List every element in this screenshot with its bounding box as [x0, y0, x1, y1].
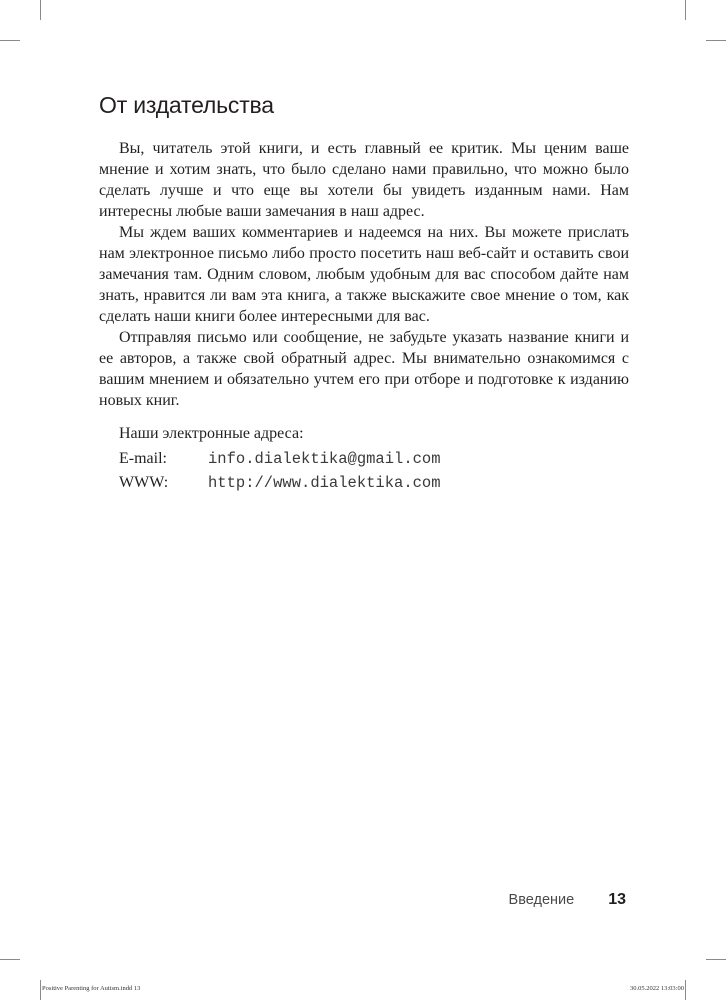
crop-mark-bottom-left	[40, 980, 41, 1000]
addresses-intro: Наши электронные адреса:	[119, 425, 304, 442]
crop-mark-left-bottom	[0, 959, 20, 960]
crop-mark-top-left	[40, 0, 41, 20]
crop-mark-top-right	[685, 0, 686, 20]
email-address: info.dialektika@gmail.com	[208, 450, 441, 468]
paragraph-3: Отправляя письмо или сообщение, не забудьте указать название книги и ее авторов, а также свой обратный адрес. Мы внимательно ознакомимся с вашим мнением и обязательно учтем его при отборе и подготовке к изданию новых книг.	[99, 329, 629, 409]
email-label: E-mail:	[119, 450, 167, 467]
paragraph-2: Мы ждем ваших комментариев и надеемся на них. Вы можете прислать нам электронное письмо либо просто посетить наш веб-сайт и оставить свои замечания там. Одним словом, любым удобным для вас способом дайте нам знать, нравится ли вам эта книга, а также выскажите свое мнение о том, как сделать наши книги более интересными для вас.	[99, 224, 629, 325]
slug-file-name: Positive Parenting for Autism.indd 13	[42, 985, 141, 992]
running-footer	[509, 891, 626, 909]
website-address: http://www.dialektika.com	[208, 474, 441, 492]
page-number: 13	[608, 891, 626, 908]
crop-mark-right-bottom	[706, 959, 726, 960]
paragraph-1: Вы, читатель этой книги, и есть главный ее критик. Мы ценим ваше мнение и хотим знать, что было сделано нами правильно, что можно было сделать лучше и что еще вы хотели бы увидеть изданным нами. Нам интересны любые ваши замечания в наш адрес.	[99, 140, 629, 220]
slug-timestamp: 30.05.2022 13:03:00	[630, 985, 684, 992]
email-row	[119, 448, 441, 472]
section-name: Введение	[508, 892, 575, 908]
www-label: WWW:	[119, 474, 169, 491]
contact-addresses	[119, 423, 441, 496]
crop-mark-right-top	[706, 40, 726, 41]
page-title: От издательства	[99, 92, 274, 118]
body-text	[99, 138, 629, 411]
crop-mark-left-top	[0, 40, 20, 41]
crop-mark-bottom-right	[685, 980, 686, 1000]
www-row	[119, 472, 441, 496]
